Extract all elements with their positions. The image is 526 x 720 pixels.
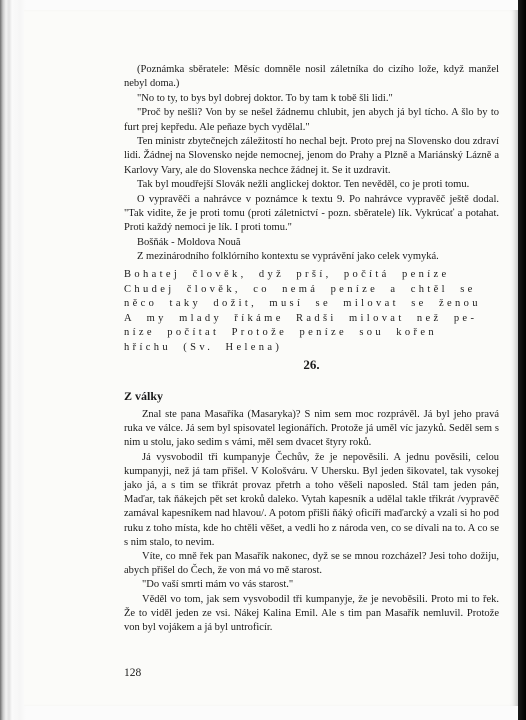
- chapter-number: 26.: [303, 357, 320, 372]
- poem-line: Chudej člověk, co nemá peníze a chtěl se: [124, 283, 476, 295]
- note-paragraph: Bošňák - Moldova Nouă: [137, 236, 241, 248]
- note-paragraph: Ten ministr zbytečnejch záležitostí ho nechal bejt. Proto prej na Slovensko dou zdraví lidi. Žádnej na Slovensko nejde nemocnej, jenom do Prahy a Plzně a Mariánský Lázně a Karlovy Vary, ale do Slovenska nechce žádnej it. Se it uzdravit.: [124, 136, 499, 176]
- page-gutter-shadow: [518, 0, 526, 720]
- story-paragraph: Víte, co mně řek pan Masařík nakonec, dyž se se mnou rozcházel? Jesi toho dožiju, abych přišel do Čech, že von má vo mě starost.: [124, 551, 499, 577]
- poem-line: hříchu (Sv. Helena): [124, 341, 283, 353]
- note-paragraph: Tak byl moudřejší Slovák nežli anglickej doktor. Ten nevěděl, co je proti tomu.: [137, 179, 470, 191]
- section-title: Z války: [124, 389, 164, 403]
- story-paragraph: Věděl vo tom, jak sem vysvobodil tři kumpanyje, že je nevoběsili. Proto mi to řek. Že to viděl jeden ze vsi. Nákej Kalina Emil. Ale s tim pan Masařík nemluvil. Protože von byl vojákem a já byl untroficír.: [124, 593, 499, 634]
- story-paragraph: Já vysvobodil tři kumpanyje Čechův, že je nepověsili. A jednu pověsili, celou kumpanyji, než já tam přišel. V Kološváru. V Uhersku. Byl jeden šikovatel, tak vysokej jako já, a s tim se třikrát provaz přetrh a toho věšeli naposled. Stál tam jeden pán, Maďar, tak ňákejch pět set kroků daleko. Vytah kapesník a udělal takle třikrát /vypravěč zamával kapesníkem nad hlavou/. A potom přišli ňáký oficíři maďarcký a vzali si ho pod ruku z toho místa, kde ho chtěli věšet, a vedli ho z národa ven, co se dívali na to. A co se s nim stalo, to nevim.: [124, 451, 499, 548]
- poem-line: Bohatej člověk, dyž prší, počítá peníze: [124, 269, 450, 280]
- note-paragraph: "Proč by nešli? Von by se nešel žádnemu chlubit, jen abych já byl tícho. A šlo by to furt prej kepředu. Ale peňaze bych vydělal.": [124, 107, 499, 133]
- collector-note: [124, 63, 499, 265]
- note-paragraph: Z mezinárodního folklórního kontextu se vyprávění jako celek vymyká.: [137, 251, 439, 263]
- poem-line: něco taky dožit, musí se milovat se ženou: [124, 298, 481, 310]
- poem-line: A my mlady říkáme Radši milovat než pe-: [124, 312, 478, 324]
- story-paragraph: Znal ste pana Masaříka (Masaryka)? S nim sem moc rozprávěl. Já byl jeho pravá ruka ve válce. Já sem byl spisovatel legionářích. Protože já uměl víc jazyků. Seděl sem s nim u stolu, jako sedim s vámi, měl sem dvacet štyry roků.: [124, 409, 499, 449]
- poem-line: níze počítat Protože peníze sou kořen: [124, 327, 437, 339]
- story-text: [124, 408, 499, 635]
- spaced-poem: [124, 268, 499, 356]
- story-paragraph: "Do vaší smrti mám vo vás starost.": [142, 579, 294, 591]
- note-paragraph: "No to ty, to bys byl dobrej doktor. To by tam k tobě šli lidi.": [137, 92, 393, 104]
- note-paragraph: (Poznámka sběratele: Měsíc domněle nosil záletníka do cizího lože, když manžel nebyl doma.): [124, 64, 499, 90]
- note-paragraph: O vypravěči a nahrávce v poznámce k textu 9. Po nahrávce vypravěč ještě dodal. "Tak vidite, že je proti tomu (proti záletnictví - pozn. sběratele) lík. Vykrúcať a potahat. Proti každý nemoci je lík. I proti tomu.": [124, 193, 499, 234]
- page-number: 128: [124, 667, 142, 679]
